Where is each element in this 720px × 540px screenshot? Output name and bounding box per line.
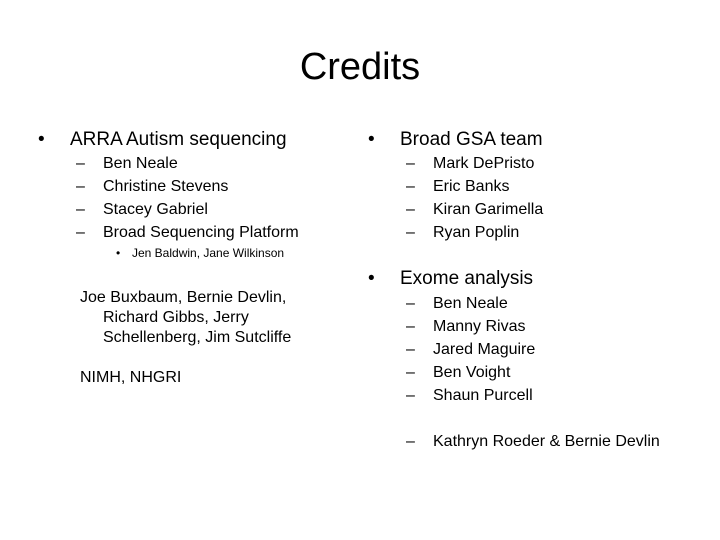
paragraph-line: Joe Buxbaum, Bernie Devlin, [80, 289, 287, 306]
dash-marker: – [76, 201, 85, 218]
dash-marker: – [406, 178, 415, 195]
dash-marker: – [406, 155, 415, 172]
dash-marker: – [76, 155, 85, 172]
bullet-dot: • [368, 268, 375, 289]
list-item-label: Stacey Gabriel [103, 201, 208, 218]
bullet-exome-analysis-label: Exome analysis [400, 268, 534, 289]
dash-marker: – [406, 318, 415, 335]
dash-marker: – [406, 433, 415, 450]
bullet-broad-gsa-label: Broad GSA team [400, 129, 543, 150]
dash-marker: – [406, 295, 415, 312]
paragraph-line: Schellenberg, Jim Sutcliffe [103, 329, 292, 346]
collaborators-paragraph [80, 288, 291, 348]
list-item-label: Jared Maguire [433, 341, 536, 358]
list-item-label: Ryan Poplin [433, 224, 520, 241]
list-item-label: Ben Neale [433, 295, 508, 312]
dash-marker: – [406, 387, 415, 404]
slide-title: Credits [299, 46, 421, 88]
bullet-dot: • [38, 129, 45, 150]
bullet-arra-autism-label: ARRA Autism sequencing [70, 129, 287, 150]
dash-marker: – [406, 201, 415, 218]
paragraph-line: Richard Gibbs, Jerry [103, 309, 249, 326]
dash-marker: – [76, 224, 85, 241]
bullet-dot: • [116, 246, 121, 260]
list-item-label: Broad Sequencing Platform [103, 224, 299, 241]
statistics-credit-label: Kathryn Roeder & Bernie Devlin [433, 433, 660, 450]
funding-label: NIMH, NHGRI [80, 369, 182, 386]
list-item-label: Mark DePristo [433, 155, 535, 172]
bullet-dot: • [368, 129, 375, 150]
sub-bullet-label: Jen Baldwin, Jane Wilkinson [132, 246, 285, 260]
list-item-label: Kiran Garimella [433, 201, 544, 218]
dash-marker: – [406, 364, 415, 381]
list-item-label: Shaun Purcell [433, 387, 533, 404]
list-item-label: Ben Neale [103, 155, 178, 172]
list-item-label: Christine Stevens [103, 178, 229, 195]
list-item-label: Manny Rivas [433, 318, 526, 335]
list-item-label: Ben Voight [433, 364, 511, 381]
dash-marker: – [76, 178, 85, 195]
list-item-label: Eric Banks [433, 178, 510, 195]
dash-marker: – [406, 224, 415, 241]
funding-line [80, 368, 181, 388]
dash-marker: – [406, 341, 415, 358]
